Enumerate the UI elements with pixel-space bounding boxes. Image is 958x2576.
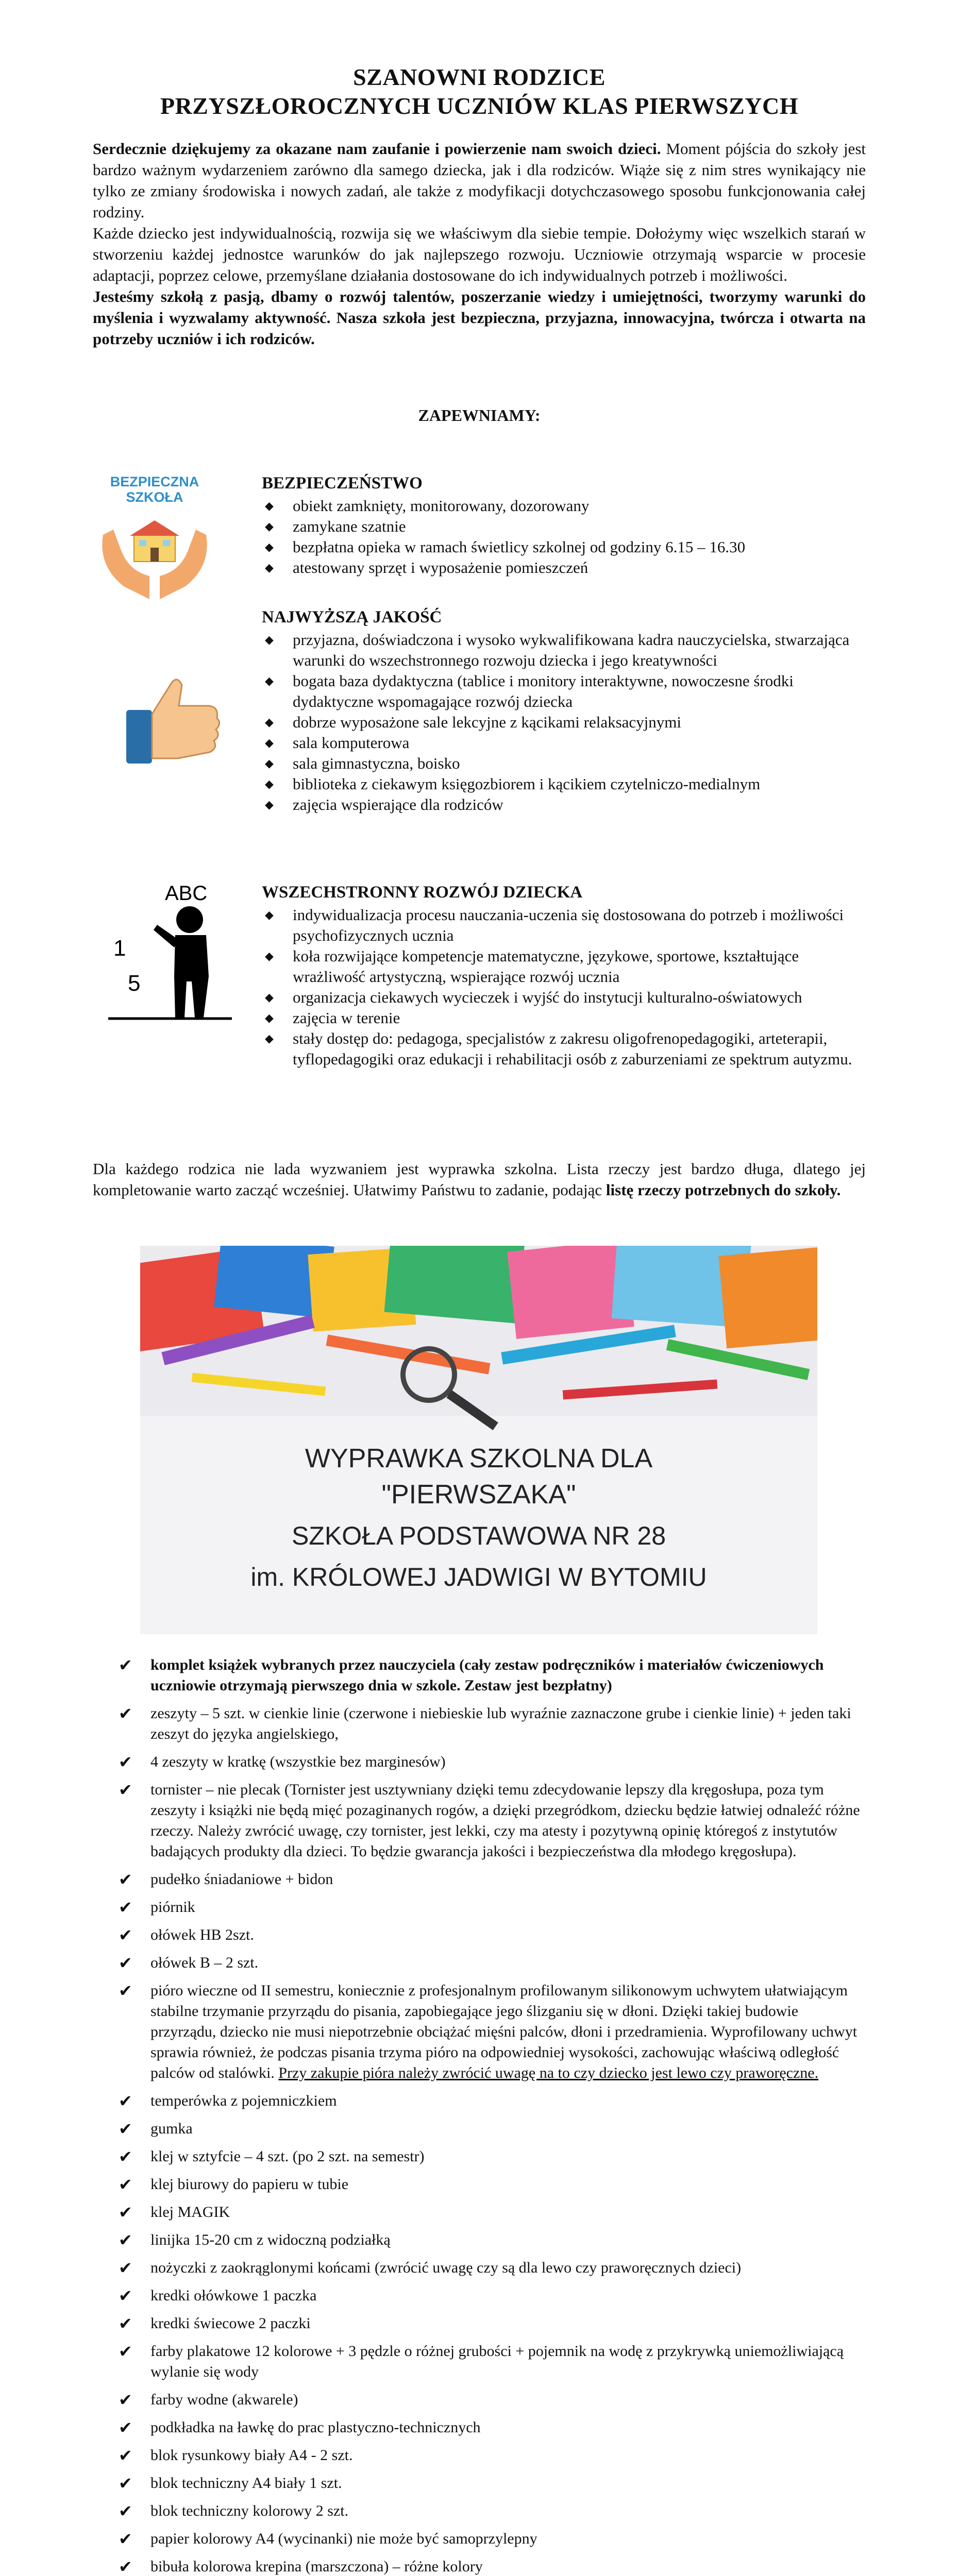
supplies-checklist (119, 1655, 866, 2576)
checklist-item (119, 2174, 866, 2195)
checklist-item-text: farby plakatowe 12 kolorowe + 3 pędzle o różnej grubości + pojemnik na wodę z przykrywką uniemożliwiającą wylanie się wody (150, 2343, 844, 2380)
checklist-item (119, 2313, 866, 2334)
learning-child-icon (103, 878, 242, 1033)
check-mark-icon: ✔ (119, 1926, 132, 1944)
list-item: ◆ sala gimnastyczna, boisko (293, 753, 865, 774)
checklist-item-text: pióro wieczne od II semestru, koniecznie z profesjonalnym profilowanym silikonowym uchwytem ułatwiającym stabilne trzymanie przyrządu do pisania, zapobiegające jego ślizganiu się w dłoni. Dzięki takiej budowie przyrządu, dziecko nie musi niepotrzebnie obciążać mięśni palców, dłoni i przedramienia. Wyprofilowany uchwyt sprawia również, że podczas pisania trzyma pióro na odpowiedniej wysokości, zachowując właściwą odległość palców od stalówki. (150, 1982, 858, 2081)
checklist-item-text: nożyczki z zaokrąglonymi końcami (zwrócić uwagę czy są dla lewo czy praworęcznych dzieci) (150, 2259, 742, 2276)
checklist-item (119, 2417, 866, 2438)
check-mark-icon: ✔ (119, 2446, 132, 2465)
checklist-item (119, 2473, 866, 2494)
checklist-item-text: komplet książek wybranych przez nauczyciela (cały zestaw podręczników i materiałów ćwiczeniowych uczniowie otrzymają pierwszego dnia w szkole. Zestaw jest bezpłatny) (150, 1656, 824, 1694)
list-item: ◆ przyjazna, doświadczona i wysoko wykwalifikowana kadra nauczycielska, stwarzająca warunki do wszechstronnego rozwoju dziecka i jego kreatywności (293, 630, 865, 671)
list-item: ◆ bezpłatna opieka w ramach świetlicy szkolnej od godziny 6.15 – 16.30 (293, 537, 865, 557)
title-line-2: PRZYSZŁOROCZNYCH UCZNIÓW KLAS PIERWSZYCH (160, 93, 798, 119)
check-mark-icon: ✔ (119, 2530, 132, 2548)
check-mark-icon: ✔ (119, 2418, 132, 2437)
checklist-item (119, 2285, 866, 2306)
checklist-item-text: pudełko śniadaniowe + bidon (150, 1871, 333, 1888)
checklist-item (119, 2529, 866, 2549)
intro-text (93, 138, 866, 349)
checklist-item-text: zeszyty – 5 szt. w cienkie linie (czerwone i niebieskie lub wyraźnie zaznaczone grube i cienkie linie) + jeden taki zeszyt do języka angielskiego, (150, 1705, 851, 1742)
checklist-item-text: blok techniczny A4 biały 1 szt. (150, 2475, 342, 2492)
checklist-item (119, 2445, 866, 2466)
intro-paragraph-2: Każde dziecko jest indywidualnością, rozwija się we właściwym dla siebie tempie. Dołożymy więc wszelkich starań w stworzeniu każdej jednostce warunków do jak najlepszego rozwoju. Uczniowie otrzymają wsparcie w procesie adaptacji, poprzez celowe, przemyślane działania dostosowane do ich indywidualnych potrzeb i możliwości. (93, 224, 866, 284)
checklist-item (119, 1953, 866, 1973)
checklist-item-text: klej biurowy do papieru w tubie (150, 2176, 349, 2193)
check-mark-icon: ✔ (119, 1656, 132, 1674)
section-safety-heading: BEZPIECZEŃSTWO (262, 474, 423, 493)
list-item: ◆ atestowany sprzęt i wyposażenie pomieszczeń (293, 557, 865, 578)
check-mark-icon: ✔ (119, 2203, 132, 2222)
section-development-list (262, 905, 865, 1070)
checklist-item-text: piórnik (150, 1899, 195, 1916)
checklist-item (119, 2119, 866, 2139)
checklist-item-text: blok techniczny kolorowy 2 szt. (150, 2502, 349, 2519)
banner-line-3: SZKOŁA PODSTAWOWA NR 28 (291, 1521, 666, 1550)
ensure-heading: ZAPEWNIAMY: (418, 406, 541, 425)
check-mark-icon: ✔ (119, 2557, 132, 2576)
check-mark-icon: ✔ (119, 2391, 132, 2409)
checklist-item (119, 2258, 866, 2278)
school-supplies-banner (140, 1246, 817, 1634)
check-mark-icon: ✔ (119, 2286, 132, 2305)
check-mark-icon: ✔ (119, 2342, 132, 2361)
banner-line-4: im. KRÓLOWEJ JADWIGI W BYTOMIU (250, 1563, 707, 1591)
banner-line-2: "PIERWSZAKA" (381, 1480, 576, 1510)
checklist-item (119, 1869, 866, 1890)
list-item: ◆ stały dostęp do: pedagoga, specjalistów z zakresu oligofrenopedagogiki, arteterapii, tyflopedagogiki oraz edukacji i rehabilitacji osób z zaburzeniami ze spektrum autyzmu. (293, 1028, 865, 1070)
checklist-item-text: linijka 15-20 cm z widoczną podziałką (150, 2231, 391, 2248)
checklist-item (119, 2146, 866, 2167)
list-item: ◆ biblioteka z ciekawym księgozbiorem i kącikiem czytelniczo-medialnym (293, 774, 865, 794)
list-item: ◆ zajęcia wspierające dla rodziców (293, 794, 865, 815)
list-item: ◆ bogata baza dydaktyczna (tablice i monitory interaktywne, nowoczesne środki dydaktyczne wspomagające rozwój dziecka (293, 671, 865, 712)
list-item: ◆ indywidualizacja procesu nauczania-uczenia się dostosowana do potrzeb i możliwości psychofizycznych ucznia (293, 905, 865, 946)
section-safety-list (262, 496, 865, 578)
section-quality-list (262, 630, 865, 815)
abc-icon-text: ABC (165, 882, 208, 905)
list-item: ◆ sala komputerowa (293, 733, 865, 753)
check-mark-icon: ✔ (119, 2502, 132, 2520)
check-mark-icon: ✔ (119, 1704, 132, 1723)
checklist-item (119, 1897, 866, 1918)
list-item: ◆ zajęcia w terenie (293, 1008, 865, 1028)
supplies-intro (93, 1158, 866, 1200)
supplies-intro-text: Dla każdego rodzica nie lada wyzwaniem jest wyprawka szkolna. Lista rzeczy jest bardzo długa, dlatego jej kompletowanie warto zacząć wcześniej. Ułatwimy Państwu to zadanie, podając (93, 1160, 866, 1199)
section-quality-heading: NAJWYŻSZĄ JAKOŚĆ (262, 608, 442, 626)
check-mark-icon: ✔ (119, 2175, 132, 2194)
checklist-item-text: kredki świecowe 2 paczki (150, 2315, 311, 2332)
checklist-item-text: bibuła kolorowa krepina (marszczona) – różne kolory (150, 2558, 483, 2575)
checklist-item-text: 4 zeszyty w kratkę (wszystkie bez marginesów) (150, 1753, 446, 1770)
checklist-item (119, 1925, 866, 1945)
checklist-item (119, 1980, 866, 2083)
checklist-item-text: gumka (150, 2120, 193, 2137)
checklist-item-text: kredki ołówkowe 1 paczka (150, 2287, 317, 2304)
section-development-heading: WSZECHSTRONNY ROZWÓJ DZIECKA (262, 883, 583, 902)
check-mark-icon: ✔ (119, 2259, 132, 2277)
checklist-item (119, 2341, 866, 2382)
check-mark-icon: ✔ (119, 2314, 132, 2333)
checklist-item (119, 2091, 866, 2111)
check-mark-icon: ✔ (119, 1954, 132, 1972)
checklist-item (119, 2230, 866, 2250)
check-mark-icon: ✔ (119, 1781, 132, 1799)
checklist-item-text: ołówek B – 2 szt. (150, 1954, 259, 1971)
check-mark-icon: ✔ (119, 2147, 132, 2166)
intro-lead-rest: Moment pójścia do szkoły jest bardzo ważnym wydarzeniem zarówno dla samego dziecka, jak i dla rodziców. Wiąże się z nim stres wynikający nie tylko ze zmiany środowiska i nowych zadań, ale także z modyfikacji dotychczasowego sposobu funkcjonowania całej rodziny. (93, 140, 866, 221)
section-safety (262, 473, 865, 578)
banner-line-1: WYPRAWKA SZKOLNA DLA (305, 1444, 653, 1473)
intro-paragraph-1 (93, 138, 866, 223)
number-one-icon-text: 1 (113, 936, 126, 961)
check-mark-icon: ✔ (119, 1753, 132, 1771)
checklist-item-text: tornister – nie plecak (Tornister jest usztywniany dzięki temu zdecydowanie lepszy dla kręgosłupa, poza tym zeszyty i książki nie będą mięć pozaginanych rogów, a dzięki przegródkom, dziecku będzie łatwiej odnaleźć różne rzeczy. Należy zwrócić uwagę, czy tornister, jest lekki, czy ma atesty i pozytywną opinię któregoś z instytutów badających produkty dla dzieci. To będzie gwarancja jakości i bezpieczeństwa dla młodego kręgosłupa). (150, 1781, 860, 1860)
list-item: ◆ koła rozwijające kompetencje matematyczne, językowe, sportowe, kształtujące wrażliwość artystyczną, wspierające rozwój ucznia (293, 946, 865, 987)
section-development (262, 882, 865, 1070)
checklist-item (119, 1655, 866, 1696)
thumbs-up-icon (121, 670, 224, 768)
page-title (82, 63, 876, 121)
checklist-item-text: temperówka z pojemniczkiem (150, 2092, 337, 2109)
check-mark-icon: ✔ (119, 1870, 132, 1889)
checklist-item-text: blok rysunkowy biały A4 - 2 szt. (150, 2447, 353, 2464)
check-mark-icon: ✔ (119, 2231, 132, 2249)
safe-school-icon (93, 473, 216, 602)
checklist-item-text: klej w sztyfcie – 4 szt. (po 2 szt. na semestr) (150, 2148, 425, 2165)
checklist-item-text: klej MAGIK (150, 2204, 230, 2221)
list-item: ◆ zamykane szatnie (293, 516, 865, 537)
list-item: ◆ obiekt zamknięty, monitorowany, dozorowany (293, 496, 865, 516)
list-item: ◆ dobrze wyposażone sale lekcyjne z kącikami relaksacyjnymi (293, 712, 865, 733)
checklist-item (119, 2202, 866, 2223)
check-mark-icon: ✔ (119, 1898, 132, 1917)
checklist-item (119, 2501, 866, 2521)
checklist-item (119, 1752, 866, 1772)
checklist-item-text: ołówek HB 2szt. (150, 1926, 254, 1943)
check-mark-icon: ✔ (119, 2120, 132, 2138)
checklist-item-underlined-note: Przy zakupie pióra należy zwrócić uwagę na to czy dziecko jest lewo czy praworęczne. (278, 2064, 819, 2081)
title-line-1: SZANOWNI RODZICE (353, 64, 606, 90)
check-mark-icon: ✔ (119, 1981, 132, 2000)
checklist-item (119, 1780, 866, 1862)
checklist-item-text: farby wodne (akwarele) (150, 2391, 298, 2408)
intro-lead-bold: Serdecznie dziękujemy za okazane nam zaufanie i powierzenie nam swoich dzieci. (93, 140, 661, 158)
number-five-icon-text: 5 (128, 971, 141, 996)
checklist-item-text: podkładka na ławkę do prac plastyczno-technicznych (150, 2419, 481, 2436)
check-mark-icon: ✔ (119, 2092, 132, 2110)
checklist-item (119, 2556, 866, 2576)
school-supplies-illustration (140, 1246, 817, 1634)
safe-school-icon-text-1: BEZPIECZNA (110, 474, 199, 489)
safe-school-icon-text-2: SZKOŁA (126, 489, 183, 505)
intro-paragraph-3: Jesteśmy szkołą z pasją, dbamy o rozwój talentów, poszerzanie wiedzy i umiejętności, tworzymy warunki do myślenia i wyzwalamy aktywność. Nasza szkoła jest bezpieczna, przyjazna, innowacyjna, twórcza i otwarta na potrzeby uczniów i ich rodziców. (93, 287, 866, 348)
checklist-item (119, 1703, 866, 1744)
list-item: ◆ organizacja ciekawych wycieczek i wyjść do instytucji kulturalno-oświatowych (293, 987, 865, 1008)
check-mark-icon: ✔ (119, 2474, 132, 2493)
checklist-item-text: papier kolorowy A4 (wycinanki) nie może być samoprzylepny (150, 2530, 537, 2547)
checklist-item (119, 2389, 866, 2410)
supplies-intro-bold: listę rzeczy potrzebnych do szkoły. (606, 1181, 841, 1199)
section-quality (262, 607, 865, 815)
